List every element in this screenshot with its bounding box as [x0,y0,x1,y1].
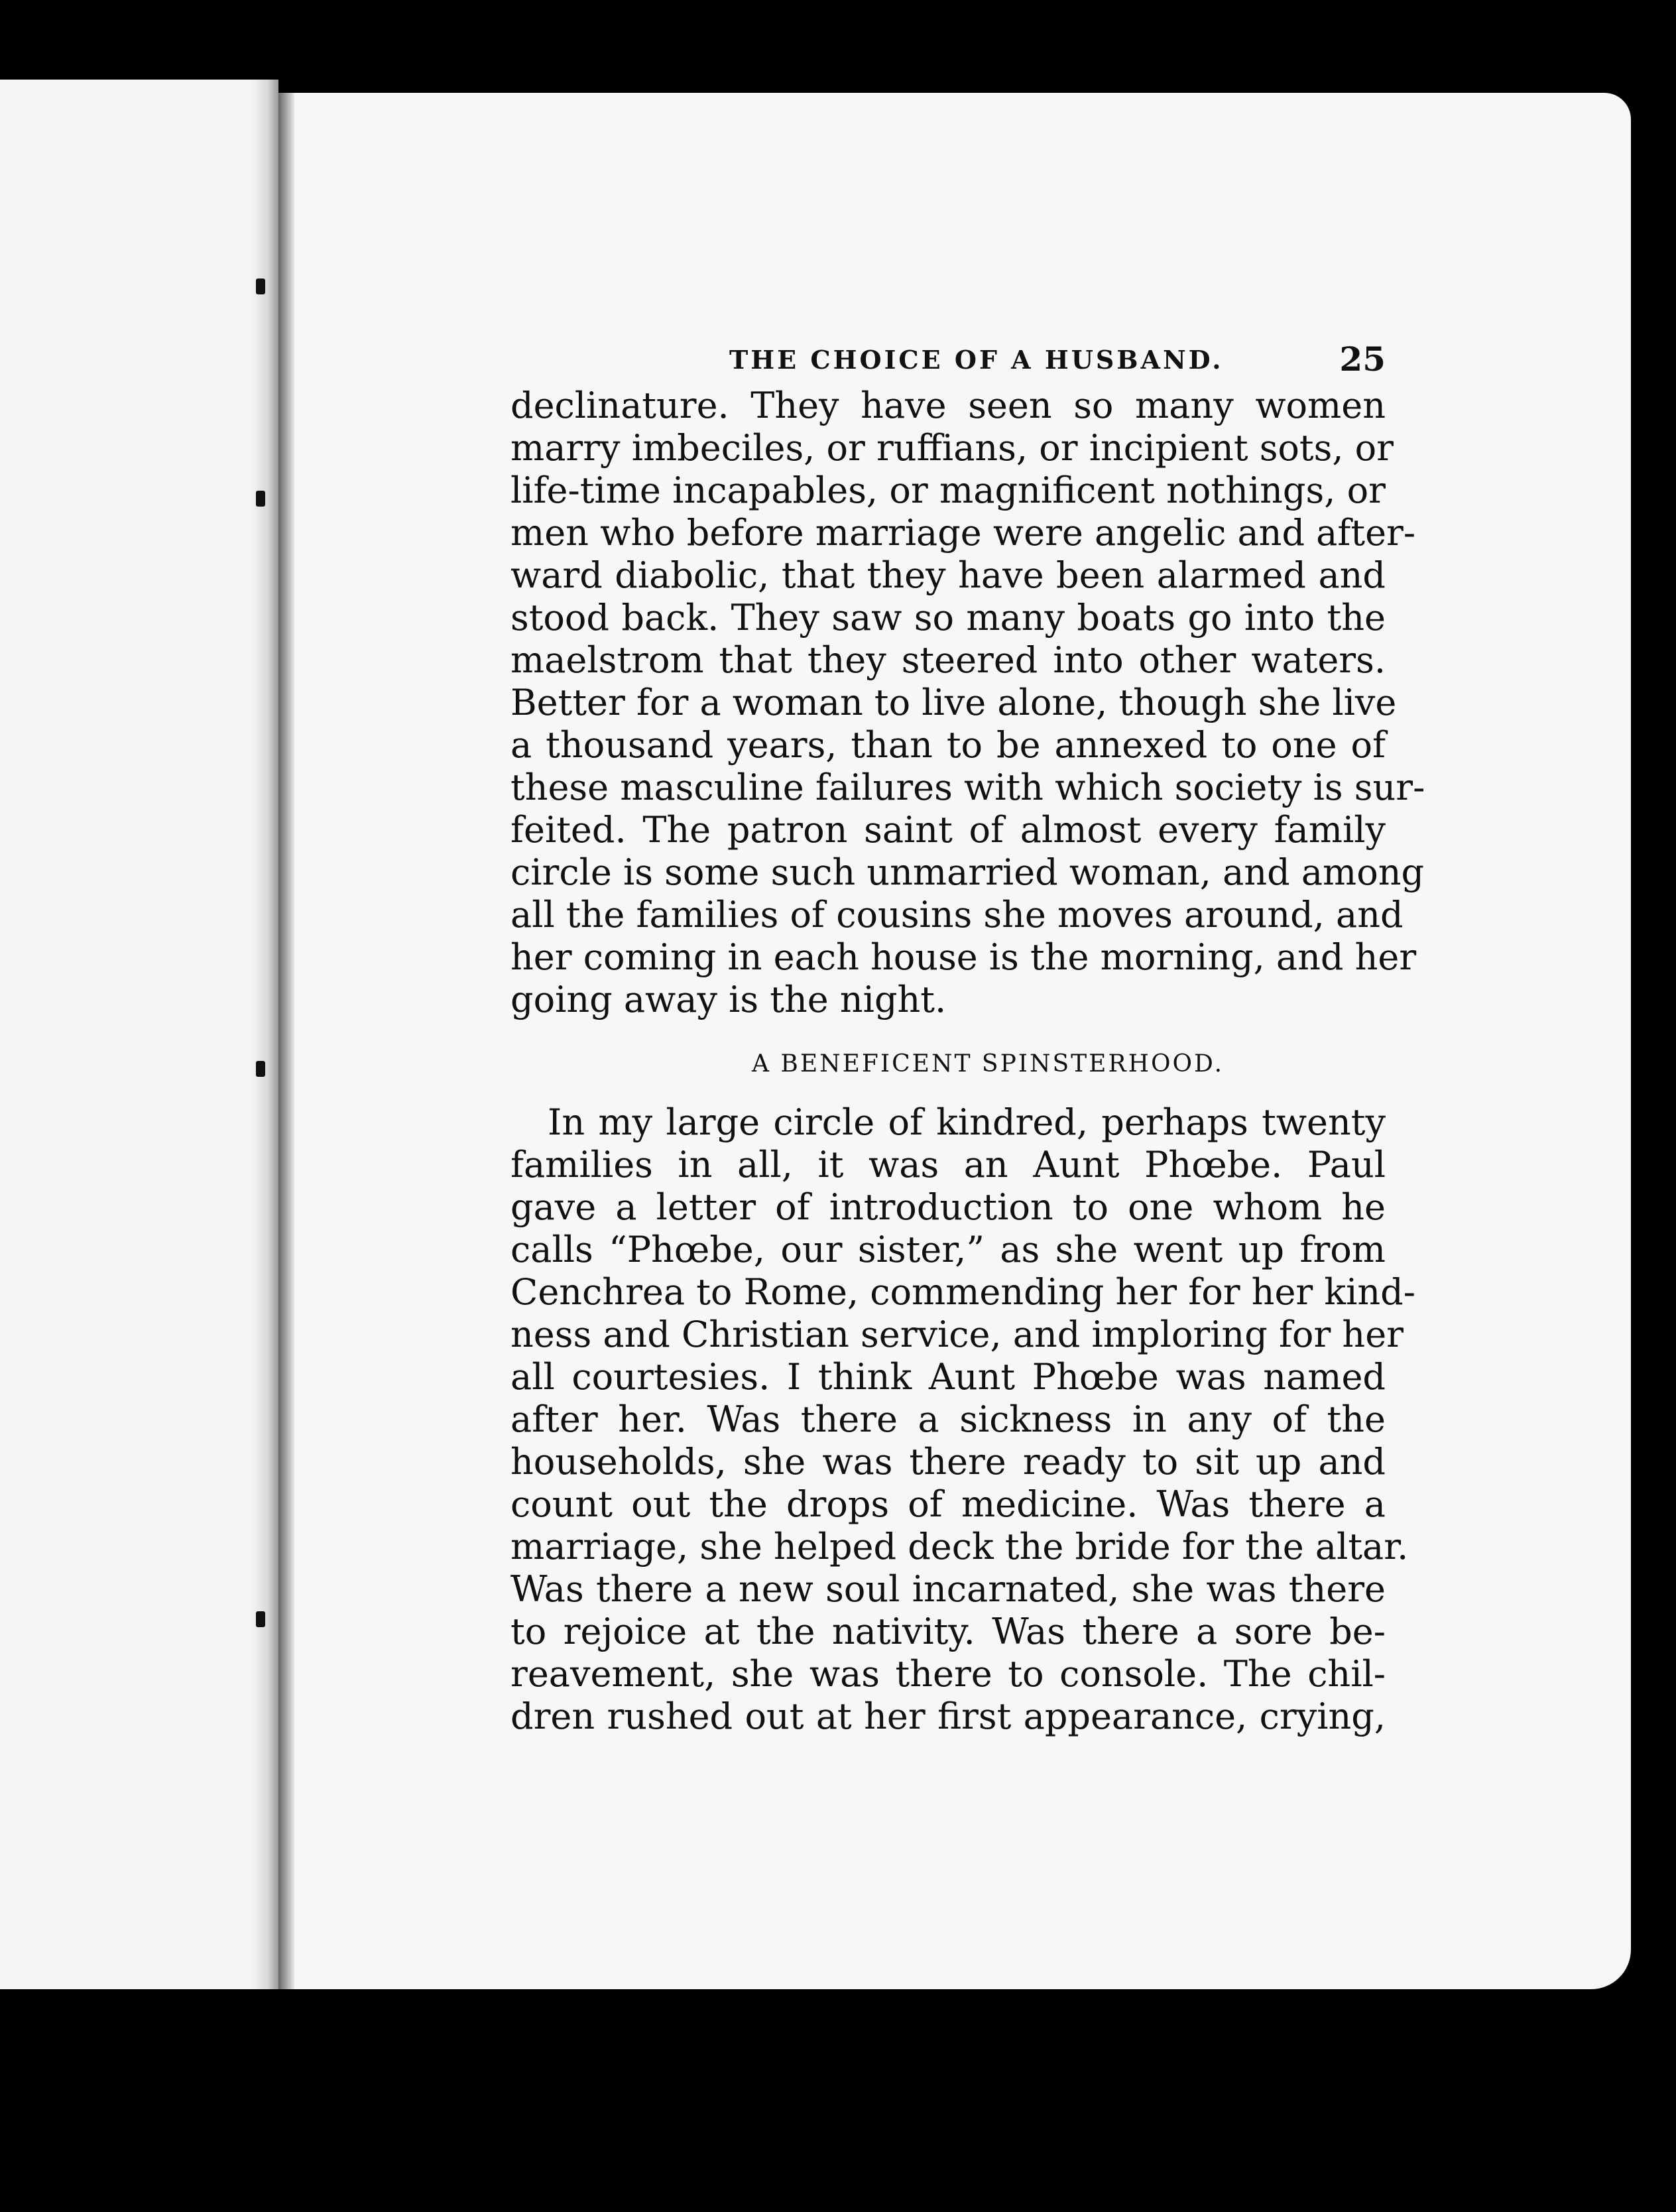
binding-stitch [256,278,265,294]
text-line: life-time incapables, or magnificent nothings, or [510,469,1386,511]
section-heading: A BENEFICENT SPINSTERHOOD. [751,1050,1225,1077]
facing-page [0,80,278,1989]
text-line: stood back. They saw so many boats go into the [510,597,1386,639]
text-line: In my large circle of kindred, perhaps twenty [548,1101,1386,1143]
text-line: reavement, she was there to console. The chil- [510,1653,1386,1695]
text-line: families in all, it was an Aunt Phœbe. Paul [510,1144,1386,1186]
binding-stitch [256,1061,265,1077]
text-line: men who before marriage were angelic and after- [510,512,1416,554]
text-line: ness and Christian service, and imploring for her [510,1314,1404,1355]
text-line: her coming in each house is the morning, and her [510,936,1417,978]
paragraph-continued [510,385,1425,1021]
text-line: feited. The patron saint of almost every family [510,809,1386,851]
text-line: going away is the night. [510,979,947,1020]
text-line: circle is some such unmarried woman, and among [510,851,1425,893]
page-binding-edge [278,93,294,1989]
text-line: after her. Was there a sickness in any of the [510,1398,1386,1440]
text-line: calls “Phœbe, our sister,” as she went up from [510,1229,1386,1270]
text-line: all courtesies. I think Aunt Phœbe was named [510,1356,1386,1398]
text-line: marry imbeciles, or ruffians, or incipient sots, or [510,427,1394,469]
page-text-block [510,332,1425,1738]
gutter-shadow [252,80,278,1989]
binding-stitch [256,491,265,507]
text-line: a thousand years, than to be annexed to one of [510,724,1386,766]
text-line: households, she was there ready to sit up and [510,1441,1386,1483]
text-line: marriage, she helped deck the bride for the altar. [510,1526,1409,1567]
text-line: dren rushed out at her first appearance, crying, [510,1695,1386,1737]
text-line: count out the drops of medicine. Was there a [510,1483,1386,1525]
text-line: declinature. They have seen so many women [510,385,1386,426]
text-line: maelstrom that they steered into other waters. [510,639,1386,681]
text-line: these masculine failures with which society is sur- [510,767,1425,808]
text-line: Better for a woman to live alone, though she live [510,682,1397,723]
text-line: to rejoice at the nativity. Was there a sore be- [510,1611,1386,1652]
paragraph-aunt-phoebe [510,1101,1415,1738]
text-line: ward diabolic, that they have been alarmed and [510,554,1386,596]
text-line: Cenchrea to Rome, commending her for her kind- [510,1271,1415,1313]
running-head-title: THE CHOICE OF A HUSBAND. [729,345,1224,375]
text-line: gave a letter of introduction to one whom he [510,1186,1386,1228]
binding-stitch [256,1611,265,1627]
text-line: all the families of cousins she moves around, and [510,894,1404,936]
page-number: 25 [1339,339,1386,379]
text-line: Was there a new soul incarnated, she was there [510,1568,1386,1610]
running-head [510,332,1386,385]
